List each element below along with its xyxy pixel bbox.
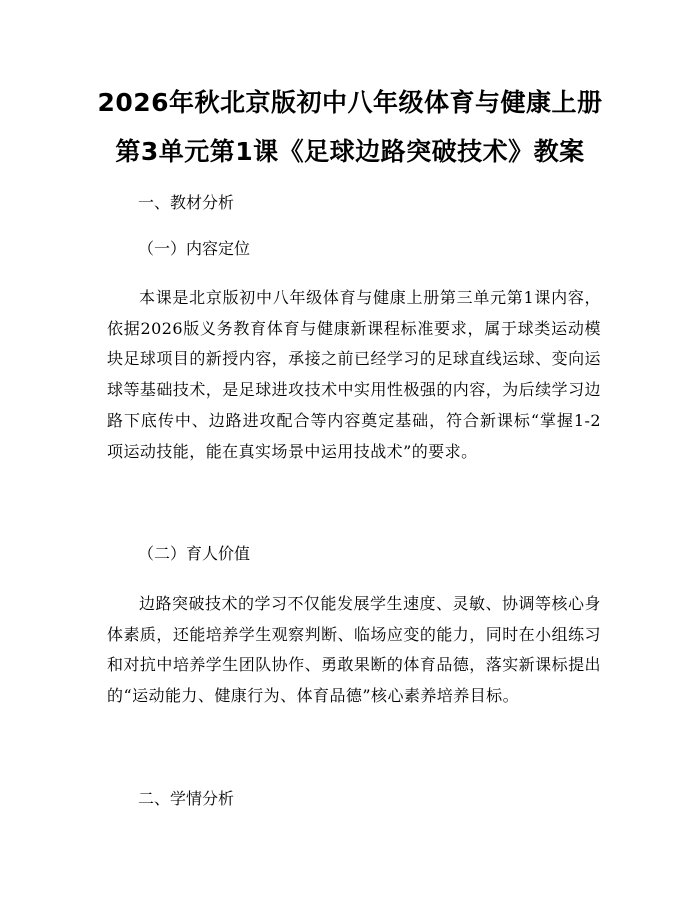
document-title-line-2: 第3单元第1课《足球边路突破技术》教案 [115, 137, 585, 166]
section-heading-student-analysis: 二、学情分析 [138, 789, 235, 808]
paragraph-content-positioning: 本课是北京版初中八年级体育与健康上册第三单元第1课内容，依据2026版义务教育体育与健康新课程标准要求，属于球类运动模块足球项目的新授内容，承接之前已经学习的足球直线运球、变向运球等基础技术，是足球进攻技术中实用性极强的内容，为后续学习边路下底传中、边路进攻配合等内容奠定基础，符合新课标“掌握1-2项运动技能，能在真实场景中运用技战术”的要求。 [107, 288, 601, 461]
section-heading-textbook-analysis: 一、教材分析 [138, 193, 235, 212]
subsection-heading-educational-value: （二）育人价值 [138, 544, 251, 563]
paragraph-educational-value: 边路突破技术的学习不仅能发展学生速度、灵敏、协调等核心身体素质，还能培养学生观察判断、临场应变的能力，同时在小组练习和对抗中培养学生团队协作、勇敢果断的体育品德，落实新课标提出的“运动能力、健康行为、体育品德”核心素养培养目标。 [107, 594, 601, 706]
subsection-heading-content-positioning: （一）内容定位 [138, 239, 251, 258]
document-title-line-1: 2026年秋北京版初中八年级体育与健康上册 [97, 88, 603, 117]
